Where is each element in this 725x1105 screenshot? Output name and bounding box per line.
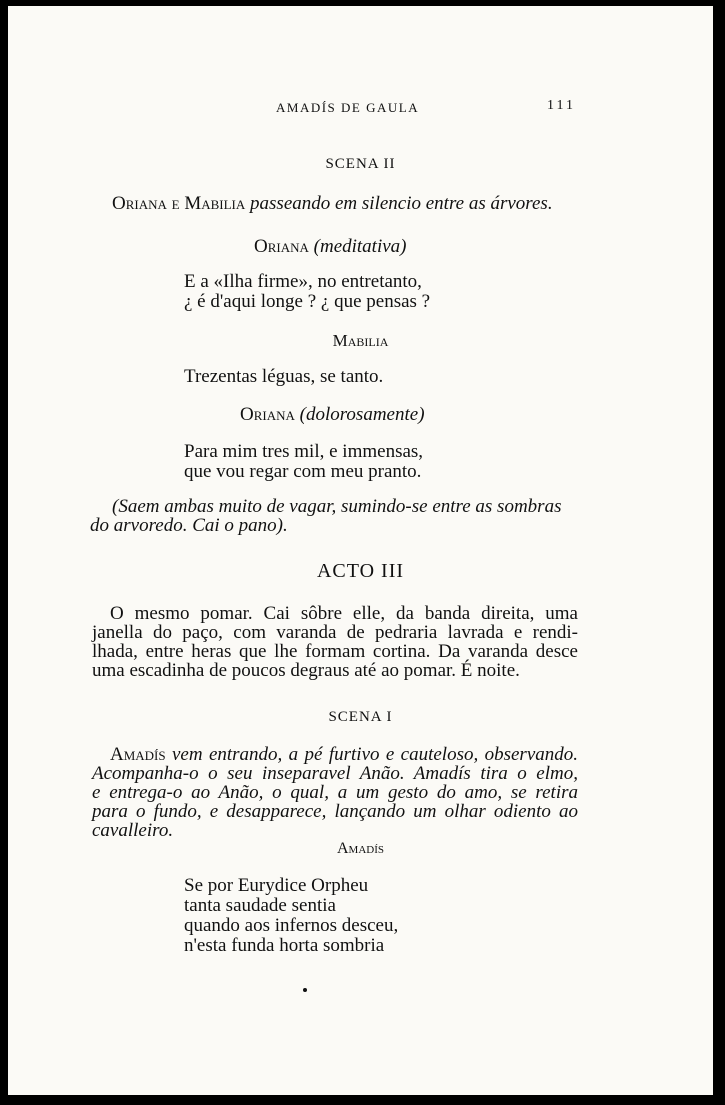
speaker-oriana-1 — [254, 236, 407, 258]
speech-line: E a «Ilha firme», no entretanto, — [184, 271, 422, 292]
act-3-title: ACTO III — [316, 560, 405, 582]
speaker-oriana-2 — [240, 404, 425, 426]
speech-line: que vou regar com meu pranto. — [184, 461, 422, 482]
speech-line: ¿ é d'aqui longe ? ¿ que pensas ? — [184, 291, 431, 312]
setting-line: O mesmo pomar. Cai sôbre elle, da banda direita, uma — [110, 603, 578, 624]
scene-2-title: SCENA II — [325, 156, 396, 172]
speaker-note: (meditativa) — [313, 236, 407, 257]
speech-line: Para mim tres mil, e immensas, — [184, 441, 424, 462]
speaker-name: Oriana — [240, 404, 295, 425]
direction-text: passeando em silencio entre as árvores. — [250, 193, 553, 214]
direction-line: Acompanha-o o seu inseparavel Anão. Amadís tira o elmo, — [92, 763, 578, 784]
scene-2-direction — [112, 193, 553, 215]
setting-line: uma escadinha de poucos degraus até ao pomar. É noite. — [92, 660, 520, 681]
direction-line: cavalleiro. — [92, 820, 174, 841]
verse-line: quando aos infernos desceu, — [184, 915, 399, 936]
scene-1-direction — [92, 745, 578, 840]
speaker-name: Oriana — [254, 236, 309, 257]
book-page — [8, 6, 713, 1095]
exit-direction-line: do arvoredo. Cai o pano). — [90, 515, 288, 536]
speaker-note: (dolorosamente) — [299, 404, 425, 425]
speech-line: Trezentas léguas, se tanto. — [184, 366, 384, 387]
verse-line: tanta saudade sentia — [184, 895, 336, 916]
verse-line: n'esta funda horta sombria — [184, 935, 385, 956]
scene-1-title: SCENA I — [328, 709, 393, 725]
speaker-amadis: Amadís — [336, 840, 384, 857]
act-3-setting — [92, 604, 578, 680]
direction-line: para o fundo, e desapparece, lançando um olhar odiento ao — [92, 801, 578, 822]
ink-dot — [303, 988, 307, 992]
direction-text: vem entrando, a pé furtivo e cauteloso, observando. — [172, 744, 579, 765]
setting-line: lhada, entre heras que lhe formam cortina. Da varanda desce — [92, 641, 578, 662]
speaker-mabilia: Mabilia — [332, 331, 389, 350]
exit-direction-line: (Saem ambas muito de vagar, sumindo-se entre as sombras — [112, 496, 562, 517]
verse-line: Se por Eurydice Orpheu — [184, 875, 369, 896]
direction-name: Amadís — [110, 744, 166, 765]
setting-line: janella do paço, com varanda de pedraria lavrada e rendi- — [92, 622, 578, 643]
running-title: AMADÍS DE GAULA — [276, 100, 420, 115]
page-number: 111 — [547, 98, 576, 113]
direction-names: Oriana e Mabilia — [112, 193, 246, 214]
direction-line: e entrega-o ao Anão, o qual, a um gesto do amo, se retira — [92, 782, 578, 803]
direction-line — [92, 745, 578, 764]
